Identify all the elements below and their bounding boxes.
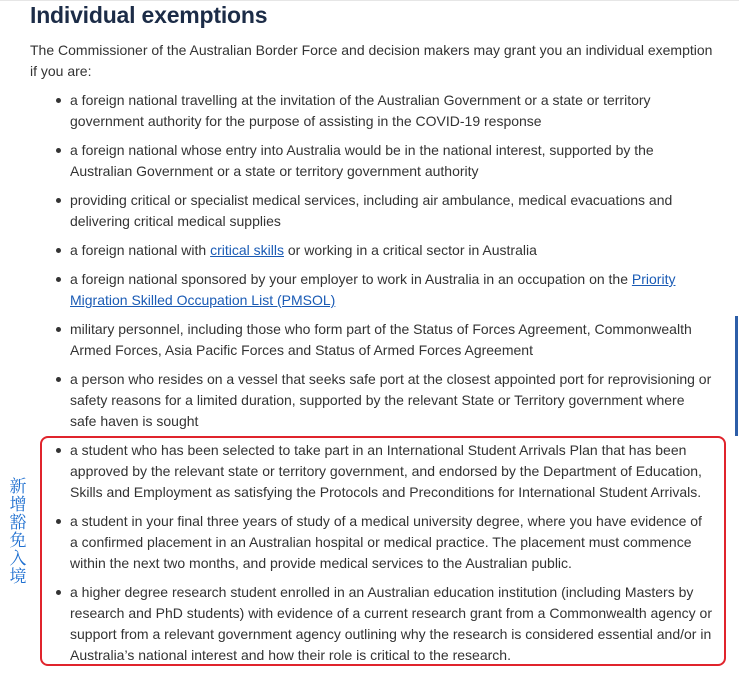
- exemption-text: a foreign national travelling at the invitation of the Australian Government or a state or territory government authority for the purpose of assisting in the COVID-19 response: [70, 92, 651, 129]
- bullet-icon: [56, 148, 61, 153]
- annotation-char: 豁: [9, 513, 27, 532]
- exemption-item: [52, 190, 712, 232]
- exemption-item: [52, 240, 712, 261]
- exemption-text: a student in your final three years of study of a medical university degree, where you have evidence of a confirmed placement in an Australian hospital or medical practice. The placement must commence within the next two months, and provide medical services to the Australian public.: [70, 513, 702, 571]
- annotation-char: 境: [9, 567, 27, 586]
- exemption-text-before: a foreign national sponsored by your employer to work in Australia in an occupation on the: [70, 271, 632, 287]
- exemption-item: [52, 140, 712, 182]
- exemption-text: military personnel, including those who form part of the Status of Forces Agreement, Commonwealth Armed Forces, Asia Pacific Forces and Status of Armed Forces Agreement: [70, 321, 692, 358]
- bullet-icon: [56, 98, 61, 103]
- new-exemptions-highlight-box: [40, 436, 726, 666]
- bullet-icon: [56, 248, 61, 253]
- bullet-icon: [56, 327, 61, 332]
- bullet-icon: [56, 198, 61, 203]
- section-intro: The Commissioner of the Australian Border Force and decision makers may grant you an individual exemption if you are:: [30, 42, 713, 79]
- annotation-char: 免: [9, 531, 27, 550]
- exemption-text: a student who has been selected to take part in an International Student Arrivals Plan that has been approved by the relevant state or territory government, and endorsed by the Department of Education, Skills and Employment as satisfying the Protocols and Preconditions for International Student Arrivals.: [70, 442, 702, 500]
- exemption-text: providing critical or specialist medical services, including air ambulance, medical evacuations and delivering critical medical supplies: [70, 192, 673, 229]
- exemption-item: [52, 90, 712, 132]
- new-exemptions-annotation: [8, 478, 28, 586]
- annotation-char: 增: [9, 495, 27, 514]
- top-divider: [0, 0, 739, 1]
- exemption-text: a foreign national whose entry into Australia would be in the national interest, supported by the Australian Government or a state or territory government authority: [70, 142, 654, 179]
- pmsol-link[interactable]: Priority Migration Skilled Occupation List (PMSOL): [70, 271, 676, 308]
- scroll-indicator[interactable]: [735, 316, 738, 436]
- exemption-text-before: a foreign national with: [70, 242, 211, 258]
- bullet-icon: [56, 377, 61, 382]
- critical-skills-link[interactable]: critical skills: [210, 242, 284, 258]
- exemption-item: [52, 319, 712, 361]
- exemption-item: [52, 369, 712, 432]
- exemption-text: a higher degree research student enrolled in an Australian education institution (including Masters by research and PhD students) with evidence of a current research grant from a Commonwealth agency or support from a relevant government agency outlining why the research is considered essential and/or in Australia’s national interest and how their role is critical to the research.: [70, 584, 712, 663]
- annotation-char: 新: [9, 477, 27, 496]
- exemption-item: [52, 269, 712, 311]
- exemption-text: a person who resides on a vessel that seeks safe port at the closest appointed port for reprovisioning or safety reasons for a limited duration, supported by the relevant State or Territory government where safe haven is sought: [70, 371, 712, 429]
- bullet-icon: [56, 277, 61, 282]
- section-heading: Individual exemptions: [30, 2, 268, 28]
- exemption-text-after: or working in a critical sector in Australia: [283, 242, 537, 258]
- annotation-char: 入: [9, 549, 27, 568]
